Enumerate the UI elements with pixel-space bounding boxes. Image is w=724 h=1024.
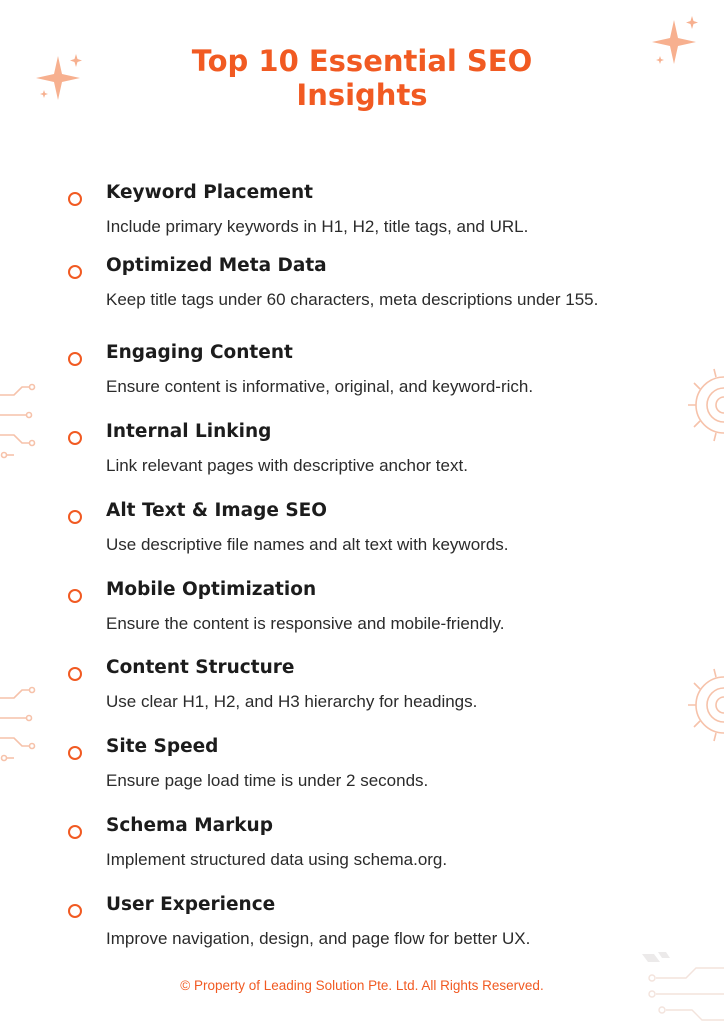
title-line-1: Top 10 Essential SEO — [191, 44, 533, 78]
item-description: Ensure page load time is under 2 seconds. — [106, 771, 429, 790]
item-description: Improve navigation, design, and page flow for better UX. — [106, 929, 531, 948]
bullet-circle-icon — [68, 825, 82, 839]
bullet-circle-icon — [68, 667, 82, 681]
item-heading: User Experience — [106, 894, 276, 915]
bullet-circle-icon — [68, 265, 82, 279]
item-description: Implement structured data using schema.org. — [106, 850, 448, 869]
bullet-circle-icon — [68, 746, 82, 760]
item-description: Ensure content is informative, original, and keyword-rich. — [106, 377, 534, 396]
item-description: Use clear H1, H2, and H3 hierarchy for headings. — [106, 692, 478, 711]
bullet-circle-icon — [68, 192, 82, 206]
item-heading: Alt Text & Image SEO — [106, 500, 328, 521]
item-heading: Site Speed — [106, 736, 219, 757]
item-description: Use descriptive file names and alt text with keywords. — [106, 535, 509, 554]
bullet-circle-icon — [68, 904, 82, 918]
bullet-circle-icon — [68, 589, 82, 603]
item-description: Keep title tags under 60 characters, meta descriptions under 155. — [106, 290, 599, 309]
copyright-footer: © Property of Leading Solution Pte. Ltd. All Rights Reserved. — [180, 978, 544, 993]
item-heading: Mobile Optimization — [106, 579, 317, 600]
item-heading: Optimized Meta Data — [106, 255, 327, 276]
bullet-circle-icon — [68, 431, 82, 445]
item-description: Link relevant pages with descriptive anchor text. — [106, 456, 468, 475]
title-line-2: Insights — [296, 78, 428, 112]
item-heading: Engaging Content — [106, 342, 293, 363]
item-description: Include primary keywords in H1, H2, title tags, and URL. — [106, 217, 529, 236]
bullet-circle-icon — [68, 510, 82, 524]
item-heading: Keyword Placement — [106, 182, 313, 203]
bullet-circle-icon — [68, 352, 82, 366]
item-heading: Internal Linking — [106, 421, 272, 442]
item-heading: Content Structure — [106, 657, 295, 678]
item-heading: Schema Markup — [106, 815, 273, 836]
item-description: Ensure the content is responsive and mobile-friendly. — [106, 614, 505, 633]
